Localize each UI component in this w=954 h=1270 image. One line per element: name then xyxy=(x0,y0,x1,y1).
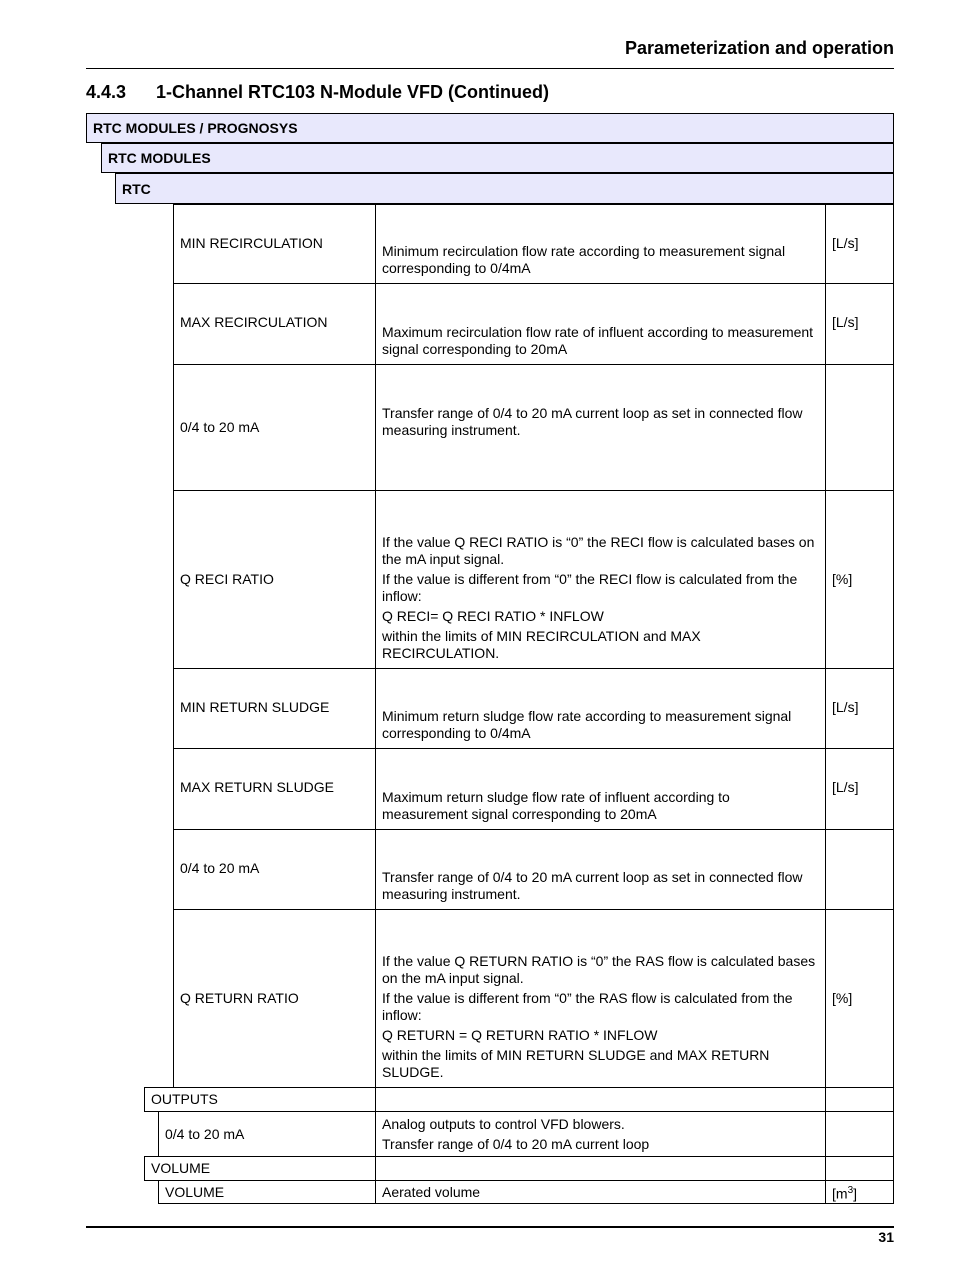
param-description: Maximum recirculation flow rate of influent according to measurement signal corresponding to 20mA xyxy=(375,283,826,365)
volume-label: VOLUME xyxy=(144,1156,376,1181)
footer-divider xyxy=(86,1226,894,1228)
param-name: Q RECI RATIO xyxy=(173,490,376,669)
param-description: Transfer range of 0/4 to 20 mA current loop as set in connected flow measuring instrument. xyxy=(375,829,826,910)
param-description: Analog outputs to control VFD blowers. Transfer range of 0/4 to 20 mA current loop xyxy=(375,1111,826,1157)
param-name: 0/4 to 20 mA xyxy=(173,364,376,491)
param-unit xyxy=(825,1111,894,1157)
param-unit: [L/s] xyxy=(825,748,894,830)
param-name: VOLUME xyxy=(158,1180,376,1204)
header-divider xyxy=(86,68,894,69)
unit-prefix: [m xyxy=(832,1185,848,1202)
volume-description-empty xyxy=(375,1156,826,1181)
param-unit xyxy=(825,829,894,910)
param-name: Q RETURN RATIO xyxy=(173,909,376,1088)
param-name: 0/4 to 20 mA xyxy=(158,1111,376,1157)
section-title: 1-Channel RTC103 N-Module VFD (Continued) xyxy=(156,82,549,102)
section-heading xyxy=(86,82,549,103)
param-name: 0/4 to 20 mA xyxy=(173,829,376,910)
param-unit: [L/s] xyxy=(825,204,894,284)
page-number: 31 xyxy=(878,1229,894,1245)
param-name: MIN RETURN SLUDGE xyxy=(173,668,376,749)
unit-suffix: ] xyxy=(853,1185,858,1202)
outputs-unit-empty xyxy=(825,1087,894,1112)
volume-unit-empty xyxy=(825,1156,894,1181)
param-description: Aerated volume xyxy=(375,1180,826,1204)
page-header-title: Parameterization and operation xyxy=(624,38,894,58)
param-description: Maximum return sludge flow rate of influent according to measurement signal corresponding to 20mA xyxy=(375,748,826,830)
param-name: MAX RETURN SLUDGE xyxy=(173,748,376,830)
param-name: MIN RECIRCULATION xyxy=(173,204,376,284)
param-description: Minimum return sludge flow rate according to measurement signal corresponding to 0/4mA xyxy=(375,668,826,749)
param-unit xyxy=(825,1180,894,1204)
param-description: If the value Q RECI RATIO is “0” the RECI flow is calculated bases on the mA input signal. If the value is different from “0” the RECI flow is calculated from the inflow: Q RECI= Q RECI RATIO * INFLOW within the limits of MIN RECIRCULATION and MAX RECIRCULATION. xyxy=(375,490,826,669)
param-unit: [L/s] xyxy=(825,668,894,749)
param-unit: [%] xyxy=(825,909,894,1088)
param-unit: [%] xyxy=(825,490,894,669)
unit-superscript: 3 xyxy=(847,1184,854,1196)
outputs-label: OUTPUTS xyxy=(144,1087,376,1112)
param-unit: [L/s] xyxy=(825,283,894,365)
param-description: If the value Q RETURN RATIO is “0” the RAS flow is calculated bases on the mA input signal. If the value is different from “0” the RAS flow is calculated from the inflow: Q RETURN = Q RETURN RATIO * INFLOW within the limits of MIN RETURN SLUDGE and MAX RETURN SLUDGE. xyxy=(375,909,826,1088)
menu-level-rtc-modules: RTC MODULES xyxy=(101,143,894,173)
param-description: Transfer range of 0/4 to 20 mA current loop as set in connected flow measuring instrument. xyxy=(375,364,826,491)
param-description: Minimum recirculation flow rate according to measurement signal corresponding to 0/4mA xyxy=(375,204,826,284)
param-unit xyxy=(825,364,894,491)
param-name: MAX RECIRCULATION xyxy=(173,283,376,365)
menu-level-rtc: RTC xyxy=(115,173,894,204)
menu-level-rtc-modules-prognosys: RTC MODULES / PROGNOSYS xyxy=(86,113,894,143)
section-number: 4.4.3 xyxy=(86,82,127,102)
outputs-description-empty xyxy=(375,1087,826,1112)
